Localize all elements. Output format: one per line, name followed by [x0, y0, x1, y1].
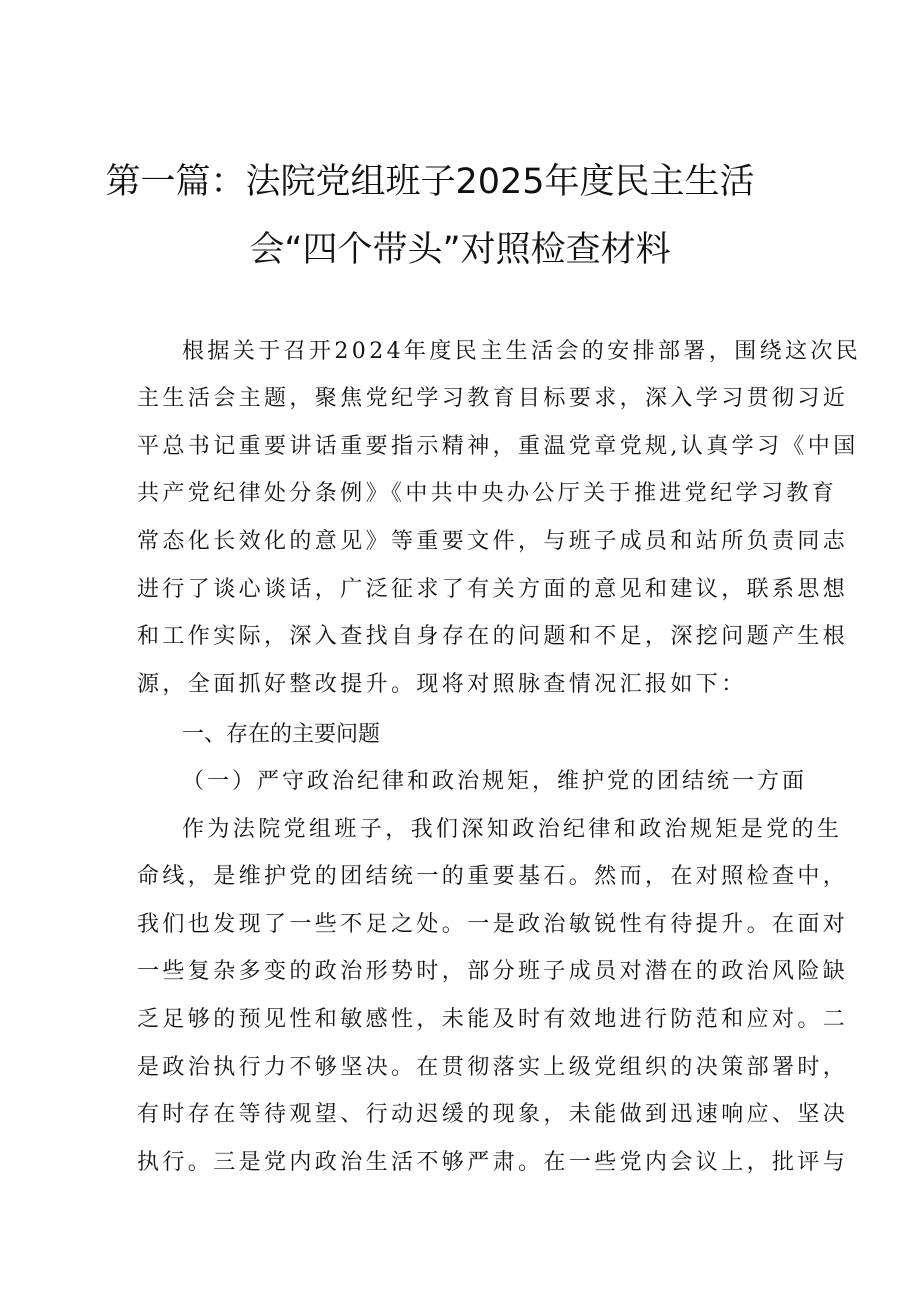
body-paragraph-line: 作为法院党组班子，我们深知政治纪律和政治规矩是党的生	[182, 817, 843, 842]
body-paragraph-line: 命线，是维护党的团结统一的重要基石。然而，在对照检查中，	[137, 864, 849, 889]
document-title-line-2: 会“四个带头”对照检查材料	[249, 230, 671, 270]
subsection-heading: （一）严守政治纪律和政治规矩，维护党的团结统一方面	[182, 769, 808, 794]
body-paragraph-line: 我们也发现了一些不足之处。一是政治敏锐性有待提升。在面对	[137, 912, 849, 937]
document-title-line-1: 第一篇：法院党组班子2025年度民主生活	[105, 162, 755, 202]
intro-paragraph-line: 和工作实际，深入查找自身存在的问题和不足，深挖问题产生根	[137, 624, 849, 649]
body-paragraph-line: 有时存在等待观望、行动迟缓的现象，未能做到迅速响应、坚决	[137, 1102, 849, 1127]
intro-paragraph-line: 平总书记重要讲话重要指示精神，重温党章党规,认真学习《中国	[137, 434, 859, 459]
body-paragraph-line: 执行。三是党内政治生活不够严肃。在一些党内会议上，批评与	[137, 1150, 849, 1175]
intro-paragraph-line: 主生活会主题，聚焦党纪学习教育目标要求，深入学习贯彻习近	[137, 386, 849, 411]
body-paragraph-line: 乏足够的预见性和敏感性，未能及时有效地进行防范和应对。二	[137, 1007, 849, 1032]
intro-paragraph-line: 进行了谈心谈话，广泛征求了有关方面的意见和建议，联系思想	[137, 577, 849, 602]
intro-paragraph-line: 源，全面抓好整改提升。现将对照脉查情况汇报如下：	[137, 672, 747, 697]
intro-paragraph-line: 共产党纪律处分条例》《中共中央办公厅关于推进党纪学习教育	[137, 481, 838, 506]
body-paragraph-line: 是政治执行力不够坚决。在贯彻落实上级党组织的决策部署时，	[137, 1055, 849, 1080]
intro-paragraph-line: 根据关于召开2024年度民主生活会的安排部署，围绕这次民	[182, 339, 862, 364]
intro-paragraph-line: 常态化长效化的意见》等重要文件，与班子成员和站所负责同志	[137, 529, 849, 554]
section-heading: 一、存在的主要问题	[182, 722, 381, 747]
body-paragraph-line: 一些复杂多变的政治形势时，部分班子成员对潜在的政治风险缺	[137, 959, 849, 984]
